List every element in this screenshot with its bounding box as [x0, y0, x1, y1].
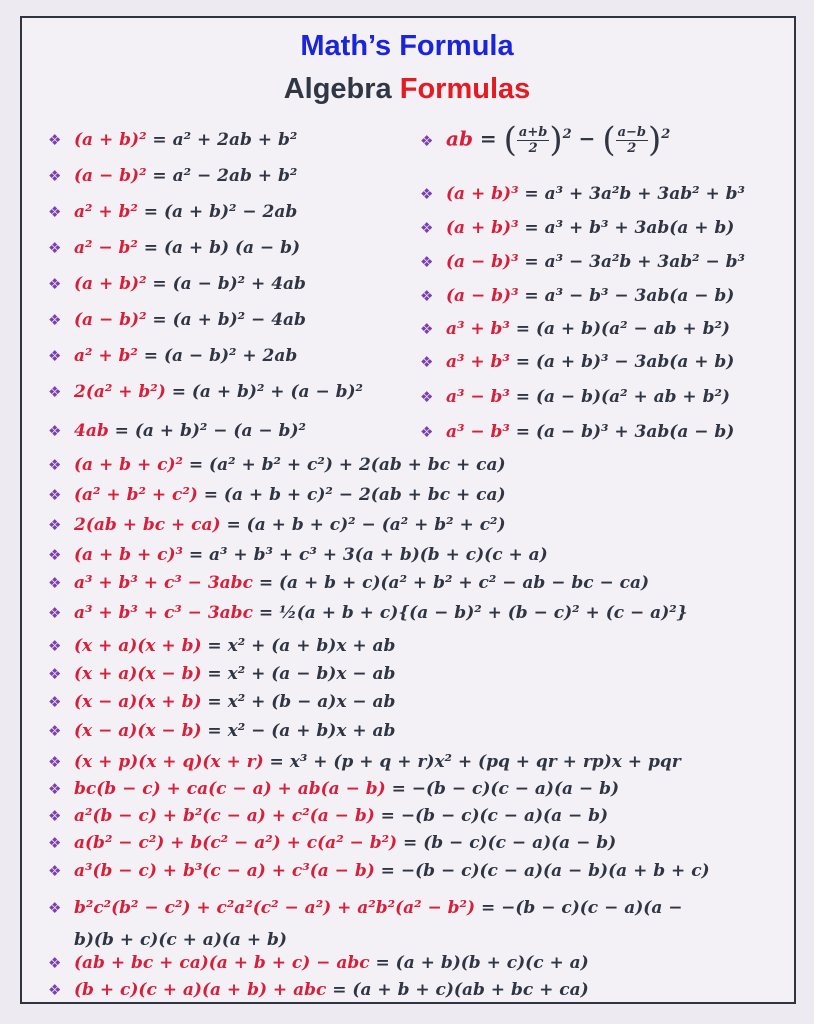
page-title: Math’s Formula [300, 30, 514, 62]
diamond-bullet-icon: ❖ [420, 219, 434, 237]
formula-full-14: ❖ a(b² − c²) + b(c² − a²) + c(a² − b²) = (b − c)(c − a)(a − b) [48, 833, 617, 853]
page-subtitle [0, 73, 814, 106]
diamond-bullet-icon: ❖ [48, 203, 62, 221]
diamond-bullet-icon: ❖ [420, 131, 434, 150]
formula-right-6: ❖ a³ + b³ = (a + b)³ − 3ab(a + b) [420, 352, 735, 372]
formula-left-7: ❖ a² + b² = (a − b)² + 2ab [48, 346, 298, 366]
diamond-bullet-icon: ❖ [48, 347, 62, 365]
formula-left-3: ❖ a² + b² = (a + b)² − 2ab [48, 202, 298, 222]
formula-right-1: ❖ (a + b)³ = a³ + 3a²b + 3ab² + b³ [420, 184, 745, 204]
diamond-bullet-icon: ❖ [48, 546, 62, 564]
formula-full-17: ❖ (ab + bc + ca)(a + b + c) − abc = (a + b)(b + c)(c + a) [48, 953, 589, 973]
diamond-bullet-icon: ❖ [48, 637, 62, 655]
formula-right-2: ❖ (a + b)³ = a³ + b³ + 3ab(a + b) [420, 218, 735, 238]
diamond-bullet-icon: ❖ [420, 287, 434, 305]
diamond-bullet-icon: ❖ [48, 516, 62, 534]
diamond-bullet-icon: ❖ [48, 604, 62, 622]
formula-left-4: ❖ a² − b² = (a + b) (a − b) [48, 238, 301, 258]
diamond-bullet-icon: ❖ [420, 253, 434, 271]
open-paren-icon: ( [503, 120, 517, 161]
formula-right-7: ❖ a³ − b³ = (a − b)(a² + ab + b²) [420, 387, 730, 407]
diamond-bullet-icon: ❖ [48, 383, 62, 401]
diamond-bullet-icon: ❖ [420, 353, 434, 371]
formula-full-10: ❖ (x − a)(x − b) = x² − (a + b)x + ab [48, 721, 396, 741]
open-paren-icon: ( [602, 120, 616, 161]
formula-full-16-cont: b)(b + c)(c + a)(a + b) [74, 930, 287, 950]
diamond-bullet-icon: ❖ [48, 167, 62, 185]
formula-full-3: ❖ 2(ab + bc + ca) = (a + b + c)² − (a² + b² + c²) [48, 515, 506, 535]
formula-full-16: ❖ b²c²(b² − c²) + c²a²(c² − a²) + a²b²(a² − b²) = −(b − c)(c − a)(a − [48, 898, 683, 918]
formula-left-5: ❖ (a + b)² = (a − b)² + 4ab [48, 274, 306, 294]
diamond-bullet-icon: ❖ [420, 320, 434, 338]
diamond-bullet-icon: ❖ [420, 388, 434, 406]
formula-full-1: ❖ (a + b + c)² = (a² + b² + c²) + 2(ab + bc + ca) [48, 455, 506, 475]
formula-full-7: ❖ (x + a)(x + b) = x² + (a + b)x + ab [48, 636, 396, 656]
diamond-bullet-icon: ❖ [48, 574, 62, 592]
diamond-bullet-icon: ❖ [48, 665, 62, 683]
fraction-1: $\frac{a+b}{2}$ [518, 124, 548, 156]
formula-full-18: ❖ (b + c)(c + a)(a + b) + abc = (a + b + c)(ab + bc + ca) [48, 980, 589, 1000]
formula-left-9: ❖ 4ab = (a + b)² − (a − b)² [48, 421, 306, 441]
diamond-bullet-icon: ❖ [48, 862, 62, 880]
formula-full-5: ❖ a³ + b³ + c³ − 3abc = (a + b + c)(a² + b² + c² − ab − bc − ca) [48, 573, 650, 593]
formula-left-8: ❖ 2(a² + b²) = (a + b)² + (a − b)² [48, 382, 363, 402]
formula-right-5: ❖ a³ + b³ = (a + b)(a² − ab + b²) [420, 319, 730, 339]
formula-full-6: ❖ a³ + b³ + c³ − 3abc = ½(a + b + c){(a − b)² + (b − c)² + (c − a)²} [48, 603, 688, 623]
formula-left-6: ❖ (a − b)² = (a + b)² − 4ab [48, 310, 306, 330]
fraction-2: $\frac{a-b}{2}$ [617, 124, 646, 156]
formula-full-11: ❖ (x + p)(x + q)(x + r) = x³ + (p + q + r)x² + (pq + qr + rp)x + pqr [48, 752, 681, 772]
formula-left-1: ❖ (a + b)² = a² + 2ab + b² [48, 130, 298, 150]
diamond-bullet-icon: ❖ [48, 239, 62, 257]
diamond-bullet-icon: ❖ [48, 780, 62, 798]
diamond-bullet-icon: ❖ [48, 954, 62, 972]
formula-full-13: ❖ a²(b − c) + b²(c − a) + c²(a − b) = −(b − c)(c − a)(a − b) [48, 806, 609, 826]
formula-right-4: ❖ (a − b)³ = a³ − b³ − 3ab(a − b) [420, 286, 735, 306]
close-paren-icon: ) [647, 120, 662, 161]
diamond-bullet-icon: ❖ [48, 131, 62, 149]
close-paren-icon: ) [549, 120, 563, 161]
formula-right-8: ❖ a³ − b³ = (a − b)³ + 3ab(a − b) [420, 422, 735, 442]
formula-full-12: ❖ bc(b − c) + ca(c − a) + ab(a − b) = −(b − c)(c − a)(a − b) [48, 779, 620, 799]
formula-right-ab: ❖ ab = ( $\frac{a+b}{2}$ )$^2$ − ( $\frac{a-b}{2}$ )$^2$ [420, 120, 671, 161]
subtitle-algebra: Algebra [283, 73, 392, 105]
diamond-bullet-icon: ❖ [48, 834, 62, 852]
diamond-bullet-icon: ❖ [48, 899, 62, 917]
diamond-bullet-icon: ❖ [48, 422, 62, 440]
diamond-bullet-icon: ❖ [48, 981, 62, 999]
diamond-bullet-icon: ❖ [420, 423, 434, 441]
diamond-bullet-icon: ❖ [48, 486, 62, 504]
formula-full-4: ❖ (a + b + c)³ = a³ + b³ + c³ + 3(a + b)(b + c)(c + a) [48, 545, 548, 565]
diamond-bullet-icon: ❖ [48, 807, 62, 825]
diamond-bullet-icon: ❖ [48, 275, 62, 293]
formula-full-9: ❖ (x − a)(x + b) = x² + (b − a)x − ab [48, 692, 396, 712]
formula-full-8: ❖ (x + a)(x − b) = x² + (a − b)x − ab [48, 664, 396, 684]
formula-full-2: ❖ (a² + b² + c²) = (a + b + c)² − 2(ab + bc + ca) [48, 485, 506, 505]
diamond-bullet-icon: ❖ [48, 311, 62, 329]
formula-full-15: ❖ a³(b − c) + b³(c − a) + c³(a − b) = −(b − c)(c − a)(a − b)(a + b + c) [48, 861, 710, 881]
diamond-bullet-icon: ❖ [48, 722, 62, 740]
diamond-bullet-icon: ❖ [48, 456, 62, 474]
diamond-bullet-icon: ❖ [48, 753, 62, 771]
formula-right-3: ❖ (a − b)³ = a³ − 3a²b + 3ab² − b³ [420, 252, 745, 272]
diamond-bullet-icon: ❖ [420, 185, 434, 203]
formula-left-2: ❖ (a − b)² = a² − 2ab + b² [48, 166, 298, 186]
subtitle-formulas: Formulas [399, 73, 531, 105]
diamond-bullet-icon: ❖ [48, 693, 62, 711]
